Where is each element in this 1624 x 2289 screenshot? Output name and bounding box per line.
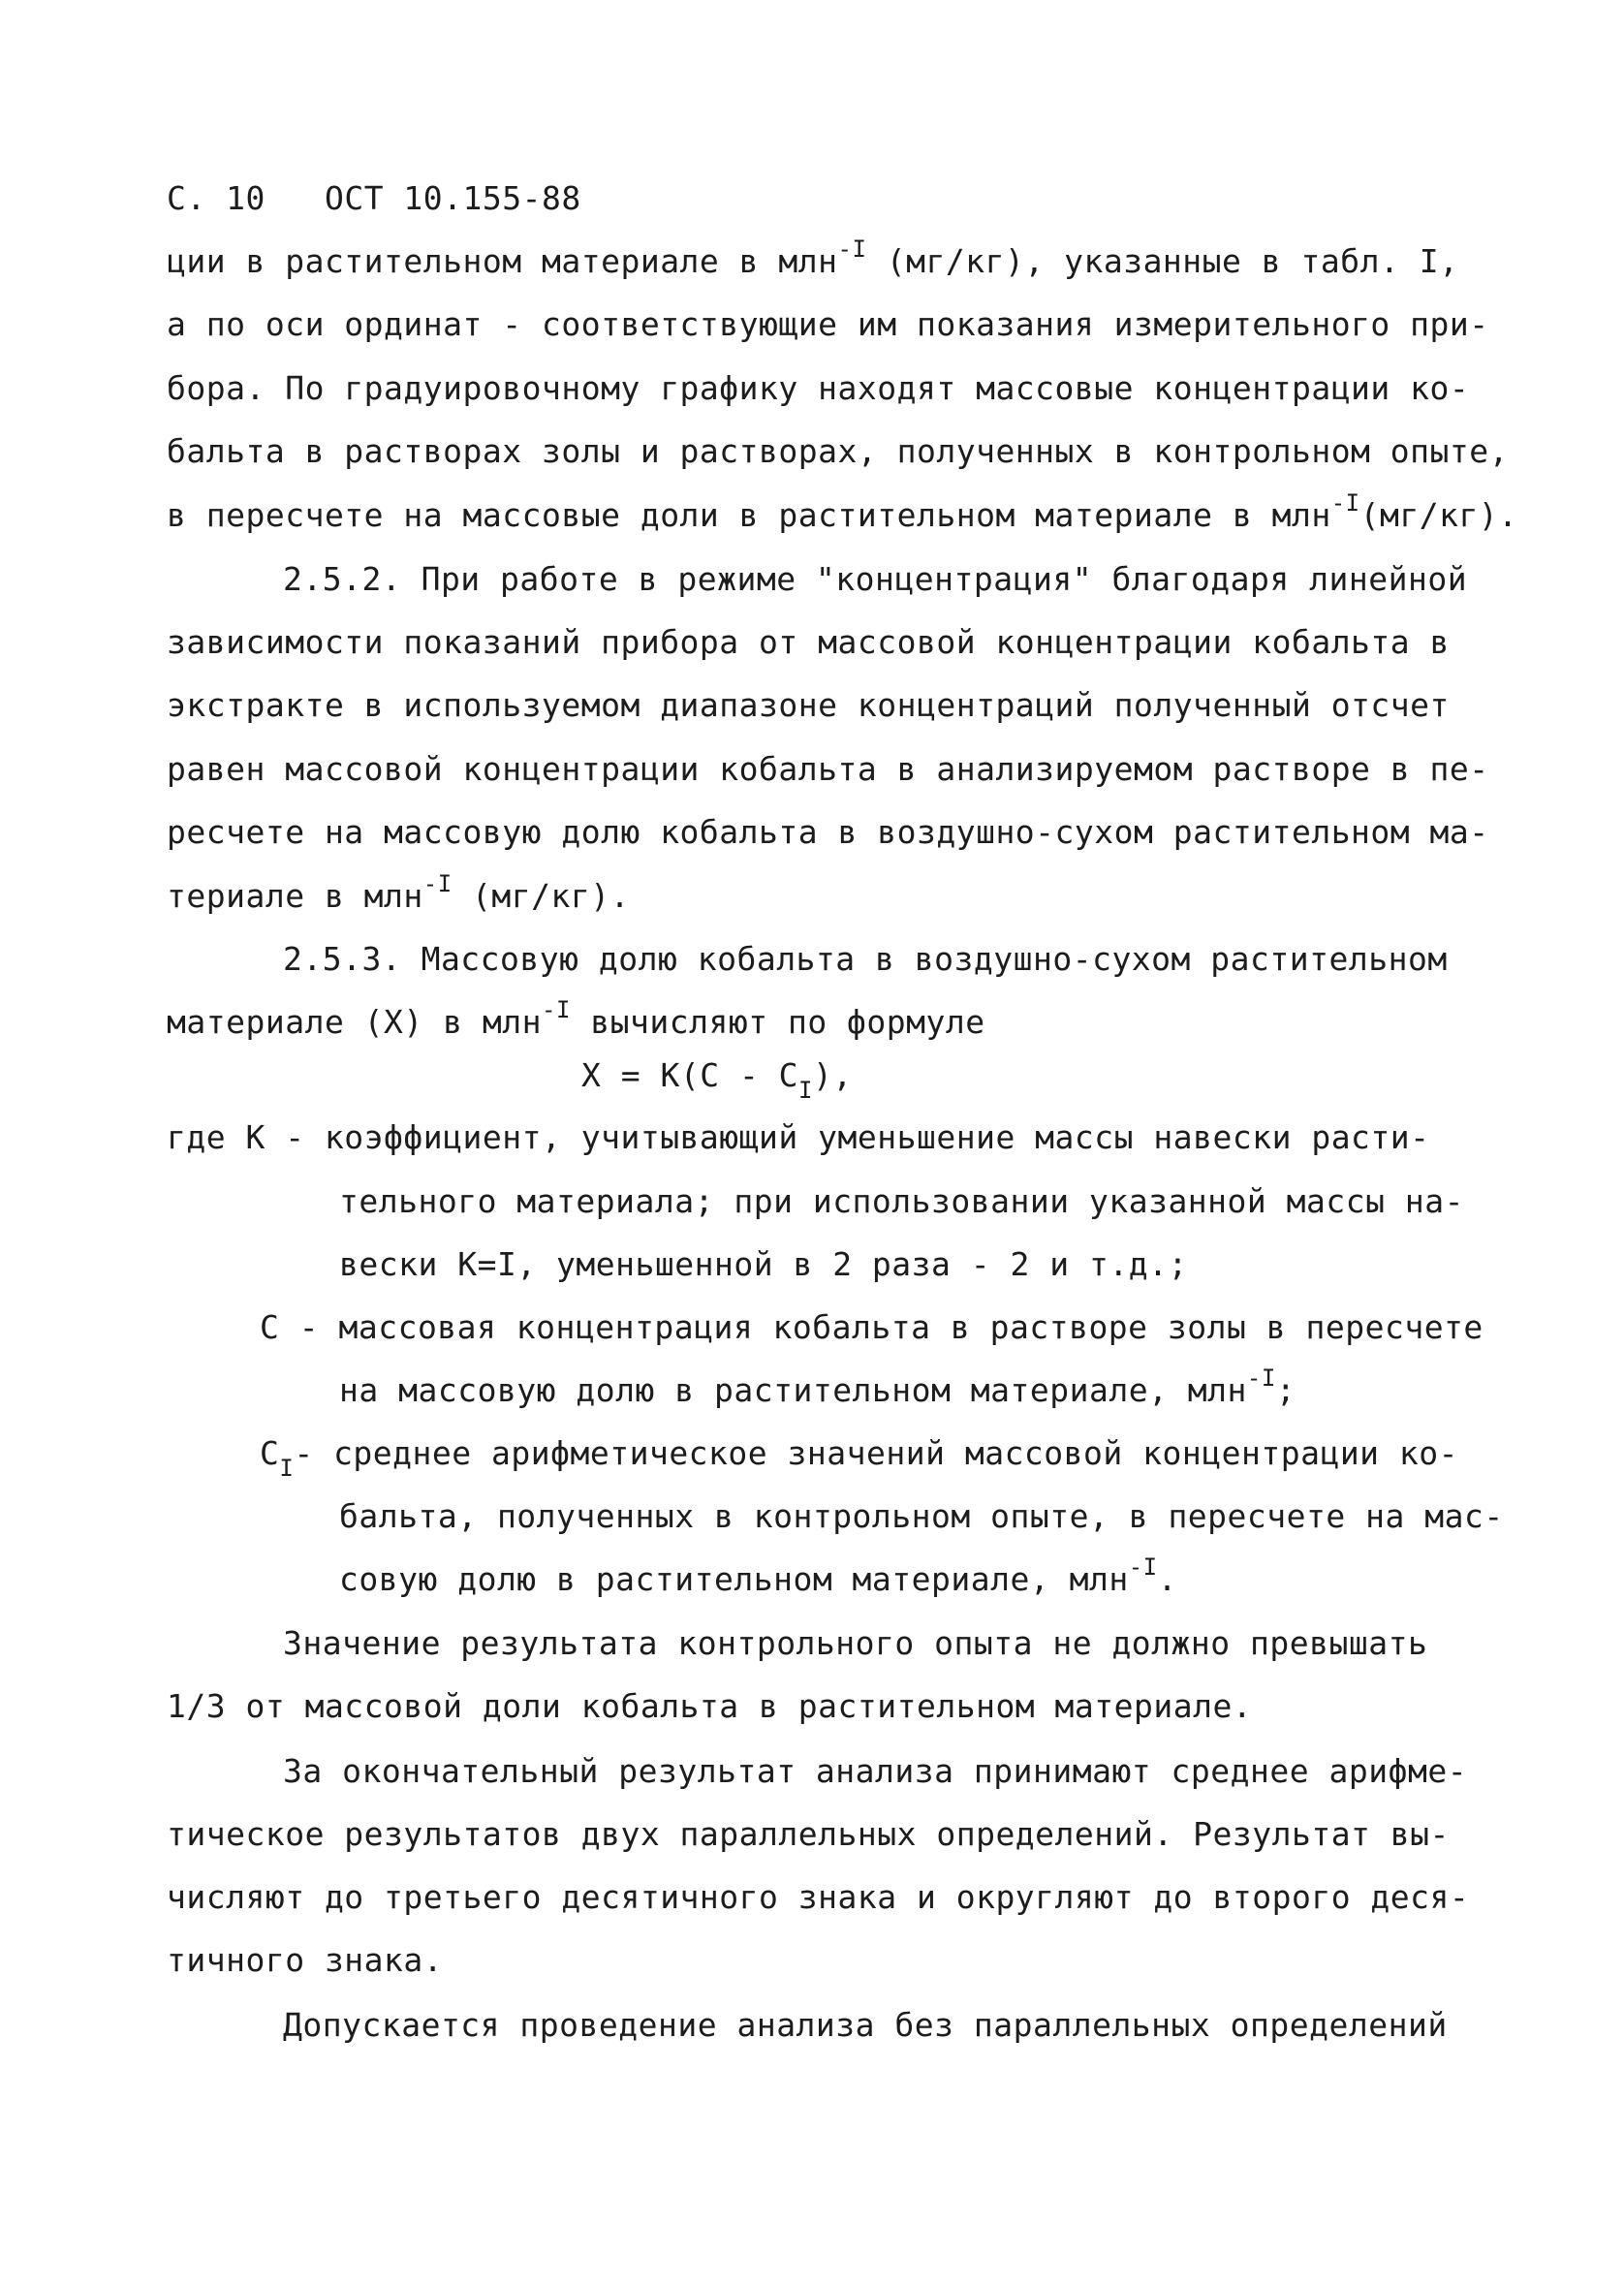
- document-code: ОСТ 10.155-88: [324, 179, 581, 217]
- formula: $X = K(C - C_I)$,: [581, 1056, 853, 1104]
- where-line: вески К=I, уменьшенной в 2 раза - 2 и т.д.;: [339, 1245, 1188, 1283]
- superscript: -I: [422, 870, 453, 897]
- subscript: I: [798, 1077, 813, 1104]
- text-line: Значение результата контрольного опыта не должно превышать: [283, 1624, 1428, 1662]
- superscript: -I: [1246, 1364, 1276, 1392]
- text-line: материале (X) в млн$^{-I}$ вычисляют по формуле: [167, 996, 985, 1041]
- text-line: 2.5.2. При работе в режиме "концентрация" благодаря линейной: [283, 560, 1468, 598]
- text-line: 1/3 от массовой доли кобальта в растительном материале.: [167, 1687, 1253, 1725]
- text-line: Допускается проведение анализа без параллельных определений: [283, 2006, 1448, 2044]
- text-line: бальта в растворах золы и растворах, полученных в контрольном опыте,: [167, 432, 1510, 470]
- page-number: С. 10: [167, 179, 265, 217]
- page-header: [167, 179, 581, 218]
- text-line: зависимости показаний прибора от массовой концентрации кобальта в: [167, 623, 1450, 661]
- superscript: -I: [1330, 489, 1360, 517]
- text-line: 2.5.3. Массовую долю кобальта в воздушно-сухом растительном: [283, 940, 1448, 978]
- where-line: где К - коэффициент, учитывающий уменьшение массы навески расти-: [167, 1118, 1430, 1156]
- where-line: бальта, полученных в контрольном опыте, в пересчете на мас-: [339, 1497, 1504, 1535]
- text-line: ции в растительном материале в млн$^{-I}$ (мг/кг), указанные в табл. I,: [167, 235, 1459, 280]
- text-line: тичного знака.: [167, 1941, 444, 1979]
- text-line: ресчете на массовую долю кобальта в воздушно-сухом растительном ма-: [167, 813, 1489, 851]
- text-line: числяют до третьего десятичного знака и округляют до второго деся-: [167, 1878, 1470, 1916]
- subscript: I: [279, 1455, 295, 1482]
- text-line: в пересчете на массовые доли в растительном материале в млн$^{-I}$(мг/кг).: [167, 489, 1518, 534]
- superscript: -I: [1128, 1553, 1158, 1581]
- text-line: равен массовой концентрации кобальта в анализируемом растворе в пе-: [167, 750, 1489, 788]
- text-line: а по оси ординат - соответствующие им показания измерительного при-: [167, 305, 1489, 343]
- where-line: совую долю в растительном материале, млн$^{-I}$.: [339, 1553, 1177, 1598]
- where-line: на массовую долю в растительном материале, млн$^{-I}$;: [339, 1364, 1296, 1409]
- where-line: C - массовая концентрация кобальта в растворе золы в пересчете: [260, 1308, 1483, 1346]
- where-line: тельного материала; при использовании указанной массы на-: [339, 1182, 1464, 1220]
- text-line: териале в млн$^{-I}$ (мг/кг).: [167, 870, 630, 915]
- text-line: тическое результатов двух параллельных определений. Результат вы-: [167, 1815, 1450, 1853]
- text-line: бора. По градуировочному графику находят массовые концентрации ко-: [167, 369, 1470, 407]
- text-line: За окончательный результат анализа принимают среднее арифме-: [283, 1752, 1468, 1790]
- text-line: экстракте в используемом диапазоне концентраций полученный отсчет: [167, 686, 1450, 724]
- superscript: -I: [542, 996, 571, 1023]
- superscript: -I: [837, 235, 867, 263]
- where-line: $C_I-$ среднее арифметическое значений массовой концентрации ко-: [260, 1434, 1459, 1482]
